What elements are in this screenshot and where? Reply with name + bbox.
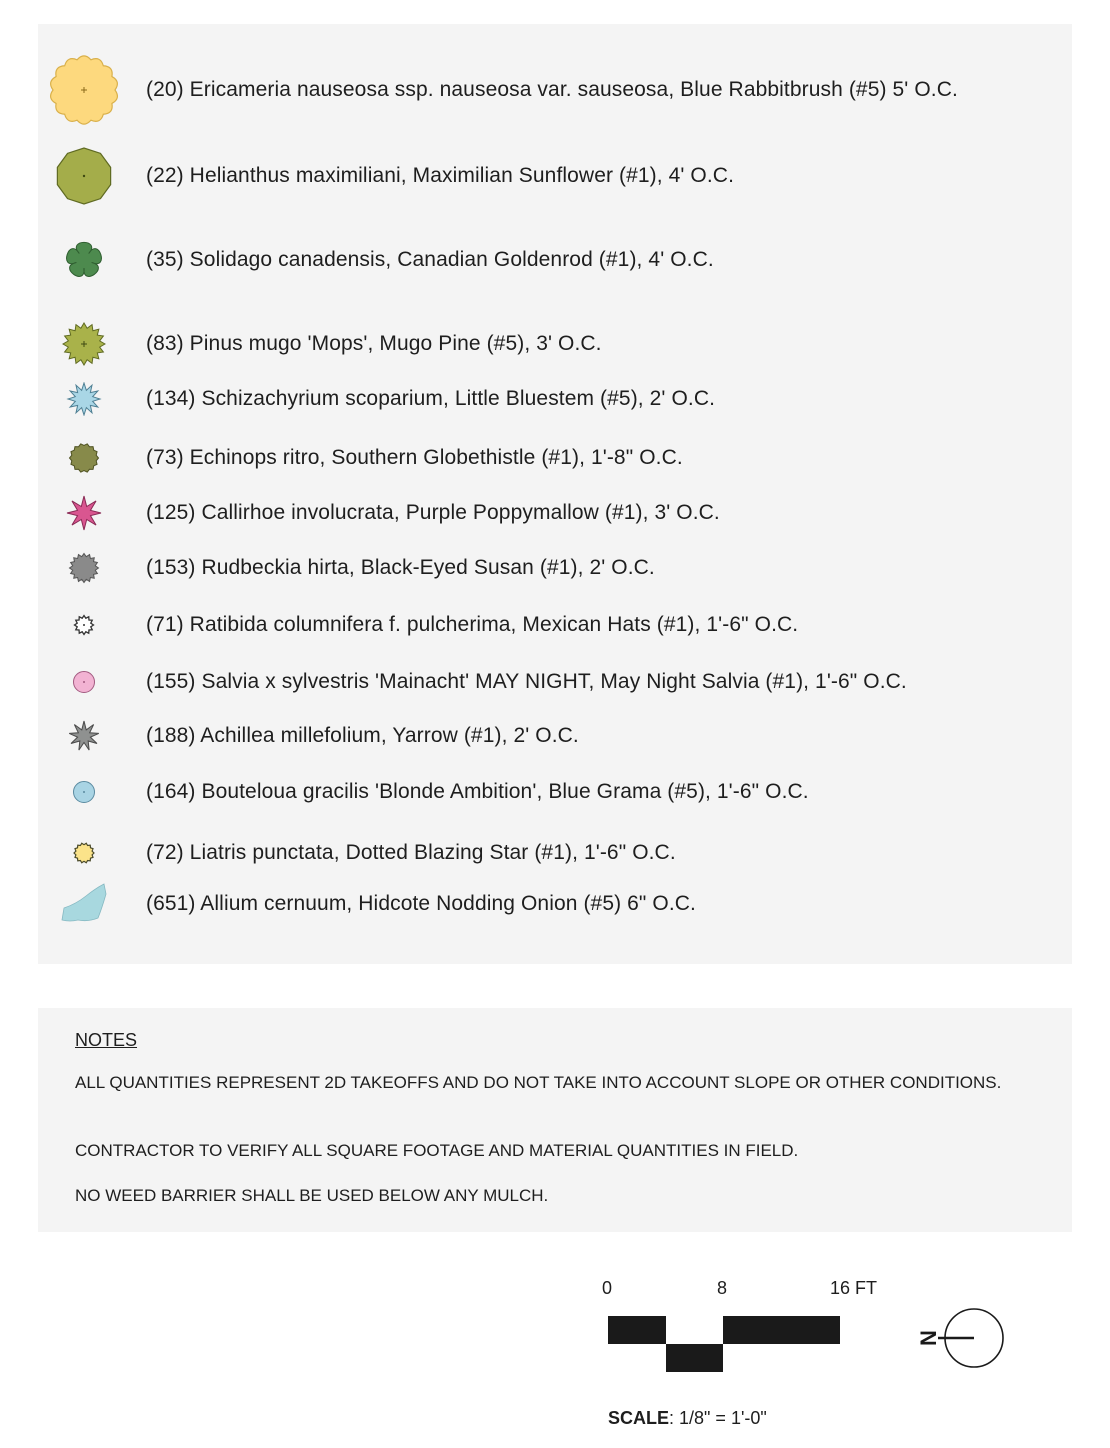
legend-label: (134) Schizachyrium scoparium, Little Bluestem (#5), 2' O.C. — [146, 387, 716, 410]
globethistle-symbol-icon — [68, 442, 100, 474]
scale-tick-label: 16 FT — [830, 1278, 878, 1298]
legend-label: (188) Achillea millefolium, Yarrow (#1), 2' O.C. — [146, 724, 579, 747]
scale-statement — [608, 1408, 767, 1429]
north-letter: N — [916, 1330, 941, 1346]
legend-row — [0, 556, 1110, 579]
legend-label: (22) Helianthus maximiliani, Maximilian Sunflower (#1), 4' O.C. — [146, 164, 735, 187]
mexican-hats-symbol-icon — [72, 613, 96, 637]
blue-grama-symbol-icon — [71, 779, 97, 805]
goldenrod-symbol-icon — [52, 228, 116, 292]
legend-label: (651) Allium cernuum, Hidcote Nodding Onion (#5) 6" O.C. — [146, 892, 696, 915]
mugo-pine-symbol-icon — [61, 321, 107, 367]
legend-row — [0, 892, 1110, 915]
blazing-star-symbol-icon — [72, 841, 96, 865]
legend-label: (153) Rudbeckia hirta, Black-Eyed Susan (#1), 2' O.C. — [146, 556, 655, 579]
poppymallow-symbol-icon — [65, 494, 103, 532]
legend-label: (83) Pinus mugo 'Mops', Mugo Pine (#5), 3' O.C. — [146, 332, 602, 355]
salvia-symbol-icon — [71, 669, 97, 695]
scale-label-value: : 1/8" = 1'-0" — [669, 1408, 767, 1428]
scale-tick-label: 0 — [602, 1278, 613, 1298]
little-bluestem-symbol-icon — [66, 382, 102, 416]
rabbitbrush-symbol-icon — [46, 52, 122, 128]
legend-label: (73) Echinops ritro, Southern Globethistle (#1), 1'-8" O.C. — [146, 446, 683, 469]
scale-tick-label: 8 — [717, 1278, 728, 1298]
note-item: CONTRACTOR TO VERIFY ALL SQUARE FOOTAGE AND MATERIAL QUANTITIES IN FIELD. — [75, 1141, 799, 1160]
legend-row — [0, 248, 1110, 271]
legend-row — [0, 724, 1110, 747]
note-item: NO WEED BARRIER SHALL BE USED BELOW ANY MULCH. — [75, 1186, 549, 1205]
scale-label-bold: SCALE — [608, 1408, 670, 1428]
legend-row — [0, 332, 1110, 355]
black-eyed-susan-symbol-icon — [68, 552, 100, 584]
notes-title: NOTES — [75, 1030, 138, 1050]
legend-row — [0, 164, 1110, 187]
nodding-onion-symbol-icon — [59, 882, 109, 926]
sunflower-symbol-icon — [53, 145, 115, 207]
legend-row — [0, 446, 1110, 469]
legend-row — [0, 780, 1110, 803]
legend-label: (72) Liatris punctata, Dotted Blazing Star (#1), 1'-6" O.C. — [146, 841, 676, 864]
north-arrow-icon — [912, 1306, 1008, 1370]
graphic-scale-bar — [606, 1314, 846, 1376]
legend-row — [0, 501, 1110, 524]
legend-label: (155) Salvia x sylvestris 'Mainacht' MAY NIGHT, May Night Salvia (#1), 1'-6" O.C. — [146, 670, 907, 693]
legend-row — [0, 387, 1110, 410]
legend-label: (71) Ratibida columnifera f. pulcherima, Mexican Hats (#1), 1'-6" O.C. — [146, 613, 799, 636]
legend-label: (164) Bouteloua gracilis 'Blonde Ambition', Blue Grama (#5), 1'-6" O.C. — [146, 780, 809, 803]
legend-row — [0, 841, 1110, 864]
legend-label: (35) Solidago canadensis, Canadian Goldenrod (#1), 4' O.C. — [146, 248, 714, 271]
legend-label: (125) Callirhoe involucrata, Purple Poppymallow (#1), 3' O.C. — [146, 501, 720, 524]
note-item: ALL QUANTITIES REPRESENT 2D TAKEOFFS AND DO NOT TAKE INTO ACCOUNT SLOPE OR OTHER CONDITIONS. — [75, 1073, 1002, 1092]
legend-row — [0, 613, 1110, 636]
legend-label: (20) Ericameria nauseosa ssp. nauseosa var. sauseosa, Blue Rabbitbrush (#5) 5' O.C. — [146, 78, 958, 101]
legend-row — [0, 78, 1110, 101]
legend-row — [0, 670, 1110, 693]
yarrow-symbol-icon — [68, 720, 100, 752]
